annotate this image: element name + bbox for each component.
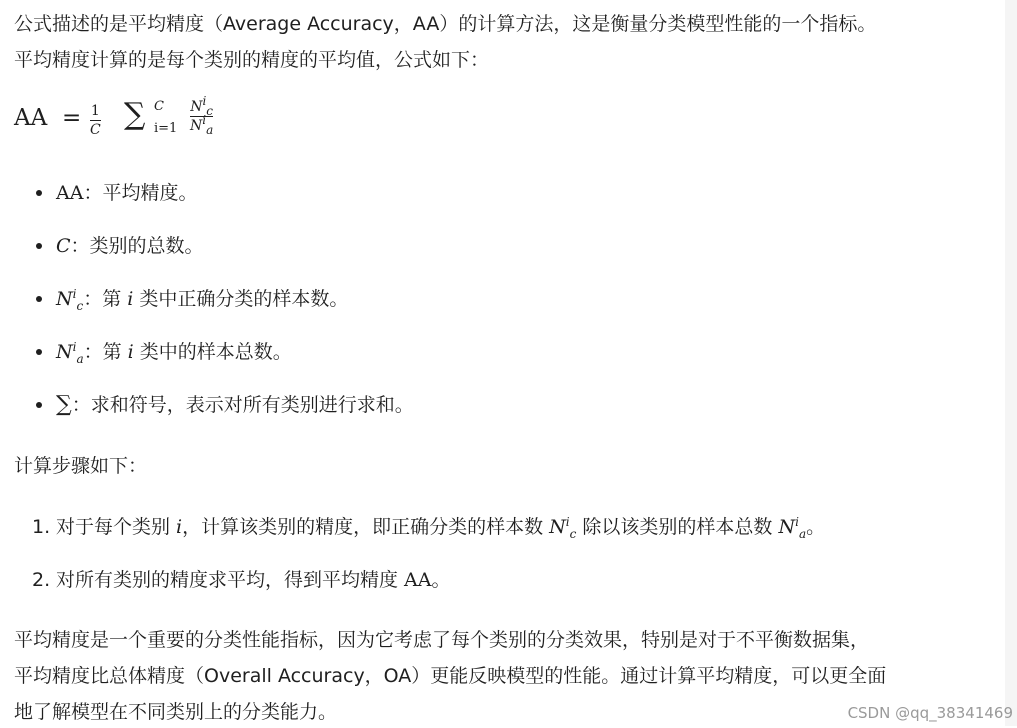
- bullet-dot: [36, 402, 42, 408]
- fraction-denominator-c: C: [90, 122, 101, 138]
- fraction-numerator-nc: $N^i_c$: [190, 94, 214, 118]
- bullet-item-na: $N^i_a$：第 i 类中的样本总数。: [56, 339, 292, 366]
- step-number: 2.: [32, 569, 51, 591]
- vertical-scrollbar[interactable]: [1005, 0, 1017, 726]
- formula-equals: =: [62, 105, 82, 131]
- bullet-dot: [36, 296, 42, 302]
- conclusion-line-1: 平均精度是一个重要的分类性能指标，因为它考虑了每个类别的分类效果，特别是对于不平衡数据集，: [14, 629, 870, 651]
- formula-fraction-nc-over-na: [190, 94, 214, 137]
- fraction-denominator-na: $N^i_a$: [190, 113, 214, 137]
- bullet-item-sum: ∑：求和符号，表示对所有类别进行求和。: [56, 392, 414, 417]
- conclusion-line-2: 平均精度比总体精度（Overall Accuracy，OA）更能反映模型的性能。通过计算平均精度，可以更全面: [14, 665, 887, 687]
- formula-lhs: AA: [14, 105, 48, 131]
- intro-line-2: 平均精度计算的是每个类别的精度的平均值，公式如下：: [14, 49, 490, 71]
- bullet-item-c: C：类别的总数。: [56, 235, 204, 257]
- sum-symbol: ∑: [124, 97, 146, 132]
- sum-upper-limit: C: [154, 99, 164, 114]
- sum-lower-limit: i=1: [154, 121, 178, 136]
- csdn-watermark: CSDN @qq_38341469: [847, 704, 1013, 722]
- steps-heading: 计算步骤如下：: [14, 455, 148, 477]
- step-2: 对所有类别的精度求平均，得到平均精度 AA。: [56, 569, 451, 591]
- fraction-numerator-one: 1: [90, 103, 100, 119]
- bullet-dot: [36, 349, 42, 355]
- bullet-item-aa: AA：平均精度。: [56, 182, 198, 204]
- conclusion-line-3: 地了解模型在不同类别上的分类能力。: [14, 701, 338, 723]
- bullet-item-nc: $N^i_c$：第 i 类中正确分类的样本数。: [56, 286, 349, 313]
- step-number: 1.: [32, 516, 51, 538]
- formula-fraction-1-over-c: [90, 103, 101, 138]
- intro-line-1: 公式描述的是平均精度（Average Accuracy，AA）的计算方法，这是衡量分类模型性能的一个指标。: [14, 13, 877, 35]
- fraction-bar: [90, 120, 101, 121]
- step-1: 对于每个类别 i，计算该类别的精度，即正确分类的样本数 $N^i_c$ 除以该类别的样本总数 $N^i_a$。: [56, 514, 826, 541]
- bullet-dot: [36, 243, 42, 249]
- bullet-dot: [36, 190, 42, 196]
